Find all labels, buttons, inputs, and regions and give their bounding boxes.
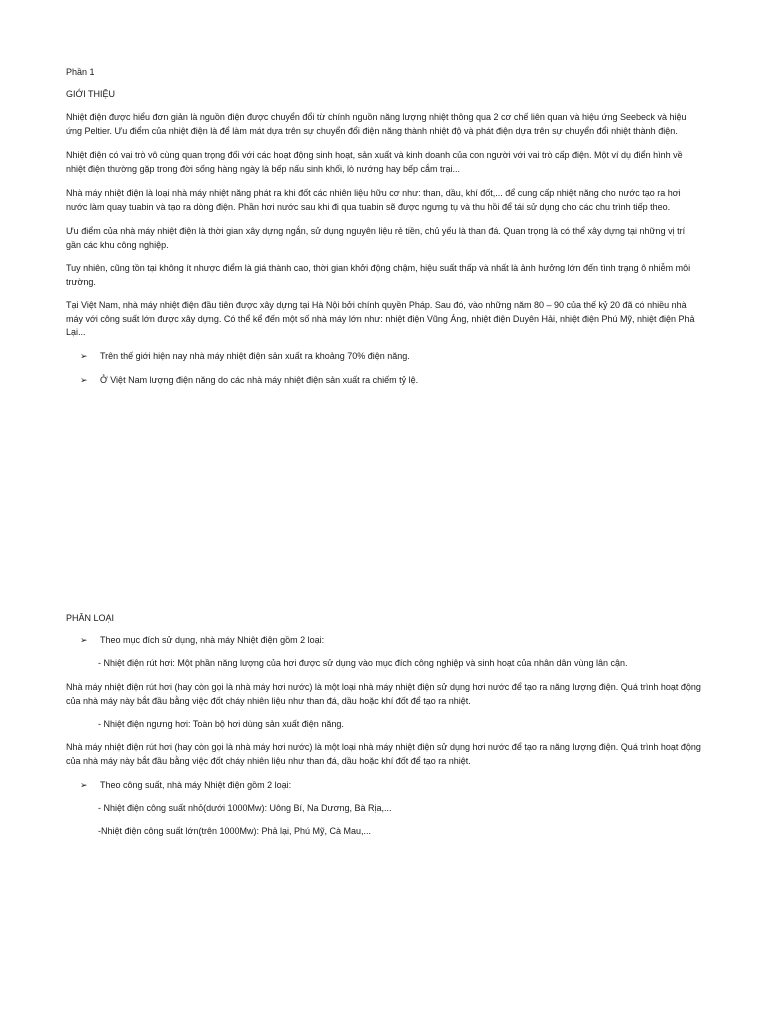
condensing-type-description: Nhà máy nhiệt điện rút hơi (hay còn gọi là nhà máy hơi nước) là một loại nhà máy nhiệt điện sử dụng hơi nước để tạo ra năng lượng điện. Quá trình hoạt động của nhà máy này bắt đầu bằng việc đốt cháy nhiên liệu như than đá, dầu hoặc khí đốt để tạo ra nhiệt. xyxy=(66,742,701,766)
intro-paragraph-6: Tại Việt Nam, nhà máy nhiệt điện đầu tiên được xây dựng tại Hà Nội bởi chính quyền Pháp. Sau đó, vào những năm 80 – 90 của thế kỷ 20 đã có nhiều nhà máy với công suất lớn được xây dựng. Có thể kể đến một số nhà máy lớn như: nhiệt điện Vũng Áng, nhiệt điện Duyên Hải, nhiệt điện Phú Mỹ, nhiệt điện Phả Lại... xyxy=(66,300,695,337)
small-capacity-item: - Nhiệt điện công suất nhỏ(dưới 1000Mw): Uông Bí, Na Dương, Bà Rịa,... xyxy=(98,803,392,813)
arrow-bullet-icon: ➢ xyxy=(80,375,88,385)
intro-paragraph-3: Nhà máy nhiệt điện là loại nhà máy nhiệt năng phát ra khi đốt các nhiên liệu hữu cơ như: than, dầu, khí đốt,... để cung cấp nhiệt năng cho nước tạo ra hơi nước làm quay tuabin và tạo ra dòng điện. Phần hơi nước sau khi đi qua tuabin sẽ được ngưng tụ và thu hồi để tái sử dụng cho các chu trình tiếp theo. xyxy=(66,188,681,212)
intro-bullet-text: Ở Việt Nam lượng điện năng do các nhà máy nhiệt điện sản xuất ra chiếm tỷ lệ. xyxy=(100,375,419,385)
arrow-bullet-icon: ➢ xyxy=(80,351,88,361)
intro-heading: GIỚI THIỆU xyxy=(66,89,116,99)
intro-bullet-2 xyxy=(80,374,700,388)
condensing-type-label: - Nhiệt điện ngưng hơi: Toàn bộ hơi dùng sản xuất điện năng. xyxy=(98,719,344,729)
intro-bullet-text: Trên thế giới hiện nay nhà máy nhiệt điện sản xuất ra khoảng 70% điện năng. xyxy=(100,351,410,361)
intro-paragraph-1: Nhiệt điện được hiểu đơn giản là nguồn điện được chuyển đổi từ chính nguồn năng lượng nhiệt thông qua 2 cơ chế liên quan và hiệu ứng Seebeck và hiệu ứng Peltier. Ưu điểm của nhiệt điện là để làm mát dựa trên sự chuyển đổi điện năng thành nhiệt độ và phát điện dựa trên sự chuyển đổi nhiệt thành điện. xyxy=(66,112,687,136)
arrow-bullet-icon: ➢ xyxy=(80,780,88,790)
intro-paragraph-2: Nhiệt điện có vai trò vô cùng quan trọng đối với các hoạt động sinh hoạt, sản xuất và kinh doanh của con người với vai trò cấp điện. Một ví dụ điển hình về nhiệt điện thường gặp trong đời sống hàng ngày là bếp nấu sinh khối, lò nướng hay bếp cắm trại... xyxy=(66,150,683,174)
intro-bullet-1 xyxy=(80,350,700,364)
large-capacity-item: -Nhiệt điện công suất lớn(trên 1000Mw): Phả lại, Phú Mỹ, Cà Mau,... xyxy=(98,826,372,836)
intro-paragraph-5: Tuy nhiên, cũng tồn tại không ít nhược điểm là giá thành cao, thời gian khởi động chậm, hiệu suất thấp và nhất là ảnh hưởng lớn đến tình trạng ô nhiễm môi trường. xyxy=(66,263,691,287)
purpose-bullet xyxy=(80,634,700,648)
arrow-bullet-icon: ➢ xyxy=(80,635,88,645)
intro-paragraph-4: Ưu điểm của nhà máy nhiệt điện là thời gian xây dựng ngắn, sử dụng nguyên liệu rẻ tiền, chủ yếu là than đá. Quan trọng là có thể xây dựng tại những vị trí gần các khu công nghiệp. xyxy=(66,226,686,250)
capacity-bullet-text: Theo công suất, nhà máy Nhiệt điện gồm 2 loại: xyxy=(100,780,292,790)
section-label: Phần 1 xyxy=(66,67,95,77)
capacity-bullet xyxy=(80,779,700,793)
classification-heading: PHÂN LOẠI xyxy=(66,613,115,623)
purpose-bullet-text: Theo mục đích sử dụng, nhà máy Nhiệt điện gồm 2 loại: xyxy=(100,635,325,645)
extraction-type-label: - Nhiệt điện rút hơi: Một phần năng lượng của hơi được sử dụng vào mục đích công nghiệp và sinh hoạt của nhân dân vùng lân cận. xyxy=(98,658,628,668)
extraction-type-description: Nhà máy nhiệt điện rút hơi (hay còn gọi là nhà máy hơi nước) là một loại nhà máy nhiệt điện sử dụng hơi nước để tạo ra năng lượng điện. Quá trình hoạt động của nhà máy này bắt đầu bằng việc đốt cháy nhiên liệu như than đá, dầu hoặc khí đốt để tạo ra nhiệt. xyxy=(66,682,701,706)
